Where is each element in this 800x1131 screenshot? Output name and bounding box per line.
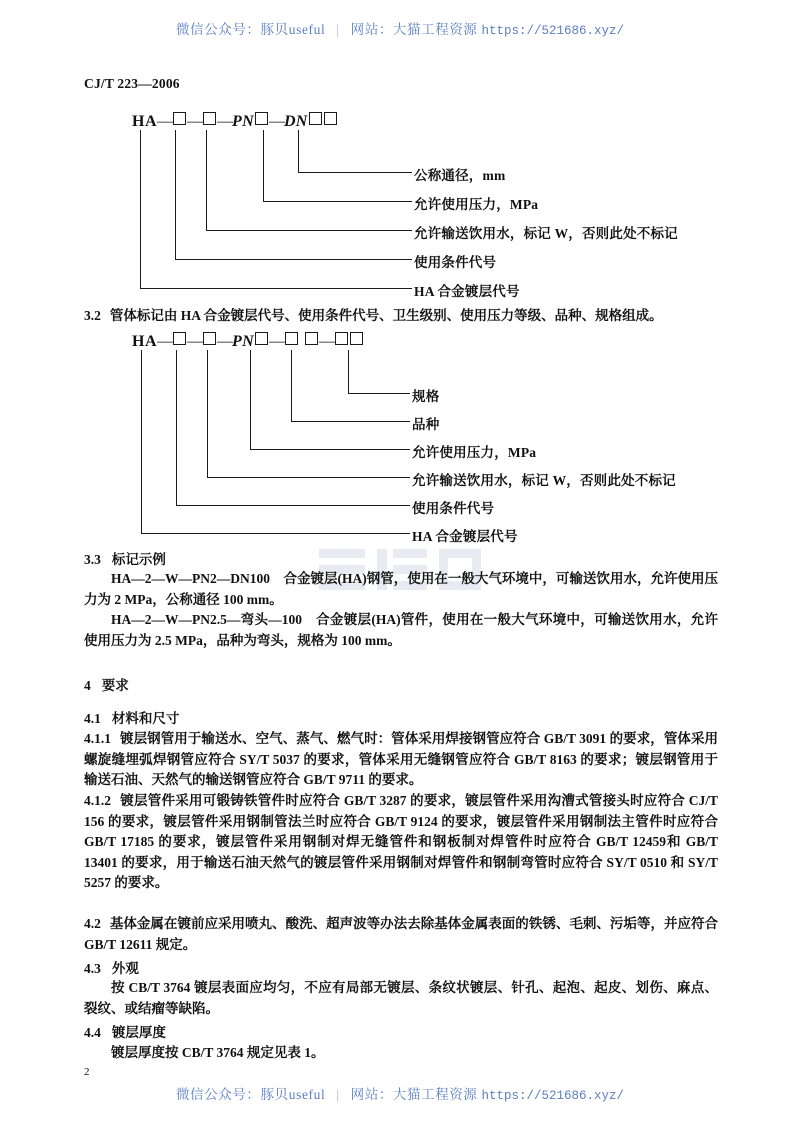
diagram1-leader-line-3-vertical: [206, 130, 207, 230]
diagram2-leader-line-1-vertical: [348, 350, 349, 393]
diagram2-box-1: [173, 332, 186, 345]
diagram1-box-3: [255, 112, 268, 125]
diagram2-box-3: [255, 332, 268, 345]
section-4-4-text: 镀层厚度按 CB/T 3764 规定见表 1。: [111, 1045, 325, 1060]
diagram2-box-2: [203, 332, 216, 345]
section-3-2-paragraph: [84, 306, 718, 327]
diagram1-label-1: 公称通径，mm: [414, 168, 506, 183]
section-4-title: 要求: [101, 678, 129, 693]
section-4-4-heading: [84, 1021, 166, 1041]
diagram2-box-7: [350, 332, 363, 345]
diagram2-box-4: [285, 332, 298, 345]
diagram2-box-5: [305, 332, 318, 345]
diagram1-leader-line-1-vertical: [298, 130, 299, 172]
diagram1-leader-line-2-horizontal: [263, 201, 412, 202]
section-4-2-paragraph: [84, 914, 718, 955]
diagram2-dash-3: —: [217, 333, 232, 350]
diagram2-dash-4: —: [268, 333, 284, 350]
diagram1-leader-line-5-vertical: [140, 130, 141, 288]
diagram2-leader-line-6-horizontal: [141, 533, 410, 534]
watermark-banner-top: [0, 18, 800, 38]
section-3-3-heading: [84, 548, 166, 568]
section-4-4-title: 镀层厚度: [111, 1025, 166, 1040]
diagram2-leader-line-3-horizontal: [250, 449, 410, 450]
diagram2-label-3: 允许使用压力，MPa: [412, 445, 537, 460]
diagram2-dash-2: —: [187, 333, 202, 350]
section-4-heading: [84, 674, 129, 694]
diagram1-dash-4: —: [268, 113, 284, 130]
diagram2-dash-5: —: [318, 333, 334, 350]
page-number: 2: [84, 1066, 90, 1078]
diagram2-dash-1: —: [157, 333, 172, 350]
section-4-1-1-number: 4.1.1: [84, 731, 111, 746]
diagram1-ha-text: HA: [132, 113, 157, 130]
diagram1-box-5: [324, 112, 337, 125]
section-4-3-text: 按 CB/T 3764 镀层表面应均匀，不应有局部无镀层、条纹状镀层、针孔、起泡、起皮、划伤、麻点、裂纹、或结瘤等缺陷。: [84, 980, 718, 1016]
section-4-2-text: 基体金属在镀前应采用喷丸、酸洗、超声波等办法去除基体金属表面的铁锈、毛刺、污垢等，并应符合 GB/T 12611 规定。: [84, 916, 718, 952]
diagram2-label-5: 使用条件代号: [412, 501, 495, 516]
diagram1-box-4: [309, 112, 322, 125]
section-4-2-number: 4.2: [84, 916, 101, 931]
diagram2-code-line: [132, 332, 364, 351]
diagram1-leader-line-4-horizontal: [175, 259, 412, 260]
section-4-1-title: 材料和尺寸: [111, 711, 180, 726]
section-4-3-title: 外观: [111, 961, 139, 976]
section-4-1-2-paragraph: [84, 791, 718, 894]
diagram2-pn-text: PN: [232, 333, 254, 350]
diagram2-ha-text: HA: [132, 333, 157, 350]
diagram2-leader-line-4-vertical: [207, 350, 208, 477]
section-4-1-1-paragraph: [84, 729, 718, 791]
section-3-3-example-1: HA—2—W—PN2—DN100 合金镀层(HA)钢管，使用在一般大气环境中，可输送饮用水，允许使用压力为 2 MPa，公称通径 100 mm。: [84, 571, 718, 607]
diagram1-leader-line-4-vertical: [175, 130, 176, 259]
section-3-3-title: 标记示例: [111, 552, 166, 567]
section-4-3-heading: [84, 957, 139, 977]
diagram1-leader-line-5-horizontal: [140, 288, 412, 289]
section-4-1-2-number: 4.1.2: [84, 793, 111, 808]
diagram2-label-4: 允许输送饮用水，标记 W，否则此处不标记: [412, 473, 676, 488]
diagram1-dn-text: DN: [283, 113, 308, 130]
diagram1-label-5: HA 合金镀层代号: [414, 284, 520, 299]
diagram1-dash-2: —: [187, 113, 202, 130]
watermark-separator: |: [336, 22, 340, 37]
diagram1-leader-line-1-horizontal: [298, 172, 412, 173]
section-4-number: 4: [84, 678, 91, 693]
diagram1-leader-line-2-vertical: [263, 130, 264, 201]
diagram1-dash-3: —: [217, 113, 232, 130]
section-3-2-text: 管体标记由 HA 合金镀层代号、使用条件代号、卫生级别、使用压力等级、品种、规格组成。: [109, 308, 663, 323]
section-4-1-2-text: 镀层管件采用可锻铸铁管件时应符合 GB/T 3287 的要求，镀层管件采用沟漕式管接头时应符合 CJ/T 156 的要求，镀层管件采用钢制管法兰时应符合 GB/T 9124 的要求，镀层管件采用钢制法主管件时应符合 GB/T 17185 的要求，镀层管件采用钢制对焊无缝管件和钢板制对焊管件时应符合 GB/T 12459和 GB/T 13401 的要求，用于输送石油天然气的镀层管件采用钢制对焊管件和钢制弯管时应符合 SY/T 0510 和 SY/T 5257 的要求。: [84, 793, 718, 890]
diagram1-pn-text: PN: [232, 113, 254, 130]
diagram1-dash-1: —: [157, 113, 172, 130]
watermark-url-bottom: https://521686.xyz/: [481, 1089, 625, 1103]
diagram2-label-6: HA 合金镀层代号: [412, 529, 518, 544]
watermark-banner-bottom: [0, 1083, 800, 1103]
diagram2-leader-line-2-horizontal: [291, 421, 410, 422]
watermark-url: https://521686.xyz/: [481, 24, 625, 38]
diagram1-code-line: [132, 112, 338, 131]
diagram1-label-2: 允许使用压力，MPa: [414, 197, 539, 212]
section-4-4-number: 4.4: [84, 1025, 101, 1040]
diagram2-leader-line-2-vertical: [291, 350, 292, 421]
section-3-3-number: 3.3: [84, 552, 101, 567]
diagram1-label-3: 允许输送饮用水，标记 W，否则此处不标记: [414, 226, 678, 241]
section-4-1-heading: [84, 707, 179, 727]
diagram2-box-6: [335, 332, 348, 345]
diagram2-leader-line-6-vertical: [141, 350, 142, 533]
diagram2-label-2: 品种: [412, 417, 440, 432]
watermark-separator-bottom: |: [336, 1087, 340, 1102]
diagram2-leader-line-3-vertical: [250, 350, 251, 449]
diagram1-label-4: 使用条件代号: [414, 255, 497, 270]
watermark-site-label: 网站：大猫工程资源: [350, 22, 478, 37]
diagram1-leader-line-3-horizontal: [206, 230, 412, 231]
section-4-3-number: 4.3: [84, 961, 101, 976]
section-3-3-example-2: HA—2—W—PN2.5—弯头—100 合金镀层(HA)管件，使用在一般大气环境中，可输送饮用水，允许使用压力为 2.5 MPa，品种为弯头，规格为 100 mm。: [84, 612, 718, 648]
diagram1-box-2: [203, 112, 216, 125]
watermark-wechat-label: 微信公众号：豚贝useful: [175, 22, 326, 37]
watermark-wechat-label-bottom: 微信公众号：豚贝useful: [175, 1087, 326, 1102]
section-4-1-number: 4.1: [84, 711, 101, 726]
diagram2-leader-line-1-horizontal: [348, 393, 410, 394]
diagram2-leader-line-4-horizontal: [207, 477, 410, 478]
section-3-2-number: 3.2: [84, 308, 101, 323]
diagram1-box-1: [173, 112, 186, 125]
diagram2-leader-line-5-horizontal: [176, 505, 410, 506]
standard-code: CJ/T 223—2006: [84, 76, 180, 91]
section-4-1-1-text: 镀层钢管用于输送水、空气、蒸气、燃气时：管体采用焊接钢管应符合 GB/T 3091 的要求，管体采用螺旋缝埋弧焊钢管应符合 SY/T 5037 的要求，管体采用无缝钢管应符合 GB/T 8163 的要求；镀层钢管用于输送石油、天然气的输送钢管应符合 GB/T 9711 的要求。: [84, 731, 718, 787]
diagram2-leader-line-5-vertical: [176, 350, 177, 505]
watermark-site-label-bottom: 网站：大猫工程资源: [350, 1087, 478, 1102]
diagram2-label-1: 规格: [412, 389, 440, 404]
